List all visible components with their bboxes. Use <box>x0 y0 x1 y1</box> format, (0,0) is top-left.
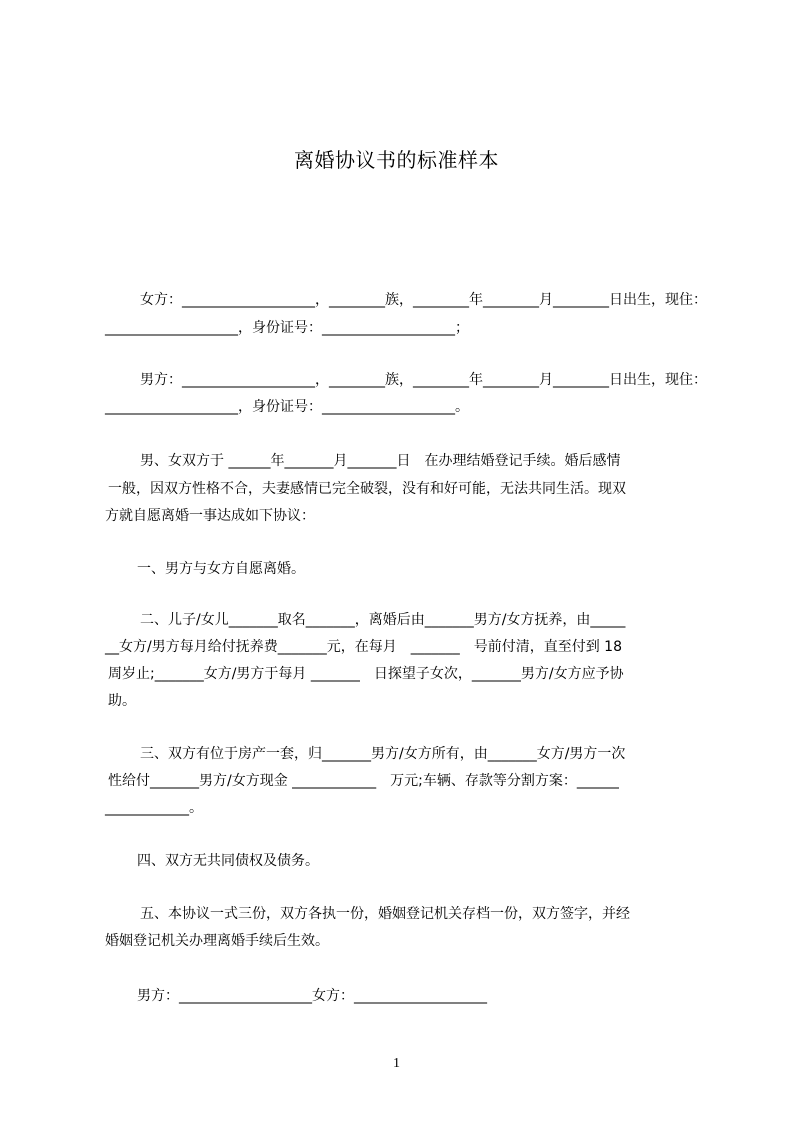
clause-three-line-2: 性给付_______男方/女方现金 ____________ 万元;车辆、存款等分割方案：______ <box>108 773 619 789</box>
marriage-paragraph-line-2: 一般，因双方性格不合，夫妻感情已完全破裂，没有和好可能，无法共同生活。现双 <box>108 481 626 497</box>
marriage-paragraph-line-3: 方就自愿离婚一事达成如下协议： <box>105 508 315 524</box>
male-info-line-1: 男方：___________________，________族，________年________月________日出生，现住： <box>140 372 707 388</box>
clause-one: 一、男方与女方自愿离婚。 <box>137 561 305 577</box>
clause-two-line-3: 周岁止;_______女方/男方于每月 _______ 日探望子女次，_______男方/女方应予协 <box>108 666 624 682</box>
marriage-paragraph-line-1: 男、女双方于 ______年_______月_______日 在办理结婚登记手续。婚后感情 <box>140 453 621 469</box>
clause-two-line-4: 助。 <box>108 693 136 709</box>
female-info-line-1: 女方：___________________，________族，________年________月________日出生，现住： <box>140 292 707 308</box>
signature-line: 男方：___________________女方：___________________ <box>137 988 487 1004</box>
clause-five-line-2: 婚姻登记机关办理离婚手续后生效。 <box>105 933 329 949</box>
clause-four: 四、双方无共同债权及债务。 <box>137 853 319 869</box>
document-title: 离婚协议书的标准样本 <box>294 148 499 172</box>
clause-three-line-1: 三、双方有位于房产一套，归_______男方/女方所有，由_______女方/男方一次 <box>140 746 626 762</box>
page-number: 1 <box>393 1056 400 1071</box>
clause-two-line-2: __女方/男方每月给付抚养费_______元，在每月 _______ 号前付清，直至付到 18 <box>105 639 622 655</box>
male-info-line-2: ___________________，身份证号：___________________。 <box>105 399 469 415</box>
clause-three-line-3: ____________。 <box>105 800 203 816</box>
female-info-line-2: ___________________，身份证号：___________________； <box>105 320 469 336</box>
clause-two-line-1: 二、儿子/女儿_______取名_______，离婚后由_______男方/女方抚养，由_____ <box>140 612 626 628</box>
clause-five-line-1: 五、本协议一式三份，双方各执一份，婚姻登记机关存档一份，双方签字，并经 <box>140 906 630 922</box>
